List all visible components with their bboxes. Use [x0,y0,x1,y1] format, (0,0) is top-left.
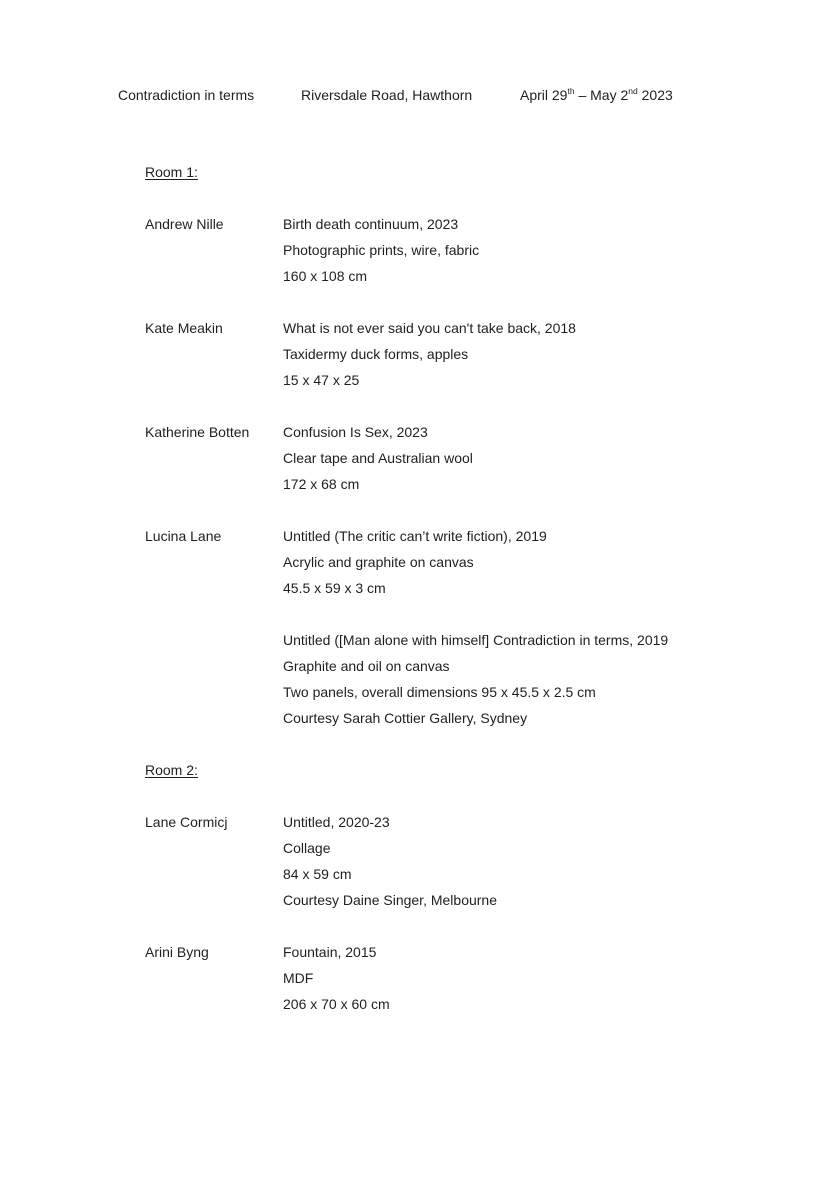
artwork-title: Untitled ([Man alone with himself] Contradiction in terms, 2019 [283,632,669,648]
artwork-title: Birth death continuum, 2023 [283,216,459,232]
artwork-entry [145,809,828,913]
document-page [0,82,828,1196]
artwork-dimensions: 160 x 108 cm [283,268,368,284]
artwork-medium: Photographic prints, wire, fabric [283,242,480,258]
artist-name: Katherine Botten [145,424,250,440]
artwork-details [283,315,828,393]
artwork-dimensions: 206 x 70 x 60 cm [283,996,390,1012]
artwork-courtesy: Courtesy Sarah Cottier Gallery, Sydney [283,710,528,726]
artwork-title: Confusion Is Sex, 2023 [283,424,428,440]
artwork-entry [145,523,828,601]
date-part-start: April 29 [520,87,568,103]
artwork-details [283,523,828,601]
artwork-details [283,419,828,497]
artwork-dimensions: Two panels, overall dimensions 95 x 45.5 x 2.5 cm [283,684,596,700]
artwork-dimensions: 45.5 x 59 x 3 cm [283,580,386,596]
date-ordinal-th: th [567,86,575,96]
artwork-entry [145,627,828,731]
date-part-end: 2023 [637,87,673,103]
artist-name: Kate Meakin [145,320,223,336]
artwork-medium: Collage [283,840,331,856]
room-1-section [0,159,828,731]
exhibition-title: Contradiction in terms [118,87,255,103]
artwork-title: Untitled (The critic can’t write fiction), 2019 [283,528,547,544]
artwork-details [283,211,828,289]
artwork-entry [145,419,828,497]
artwork-medium: Acrylic and graphite on canvas [283,554,474,570]
artwork-entry [145,211,828,289]
date-ordinal-nd: nd [628,86,638,96]
date-part-middle: – May 2 [574,87,629,103]
exhibition-dates [520,82,673,108]
venue-address: Riversdale Road, Hawthorn [301,87,473,103]
room-2-heading: Room 2: [145,762,198,778]
artwork-details [283,939,828,1017]
artwork-medium: MDF [283,970,314,986]
artist-name: Lucina Lane [145,528,222,544]
artwork-entry [145,315,828,393]
artwork-dimensions: 172 x 68 cm [283,476,360,492]
room-2-section [0,757,828,1017]
artwork-medium: Clear tape and Australian wool [283,450,473,466]
artwork-details [283,627,828,731]
artwork-dimensions: 15 x 47 x 25 [283,372,360,388]
artist-name: Arini Byng [145,944,209,960]
artwork-dimensions: 84 x 59 cm [283,866,352,882]
artist-name: Lane Cormicj [145,814,228,830]
artwork-details [283,809,828,913]
room-1-heading: Room 1: [145,164,198,180]
artwork-medium: Graphite and oil on canvas [283,658,450,674]
artwork-courtesy: Courtesy Daine Singer, Melbourne [283,892,498,908]
artist-name [145,627,283,731]
artwork-medium: Taxidermy duck forms, apples [283,346,469,362]
artwork-entry [145,939,828,1017]
document-header [118,82,828,108]
artwork-title: Untitled, 2020-23 [283,814,390,830]
artist-name: Andrew Nille [145,216,224,232]
artwork-title: Fountain, 2015 [283,944,377,960]
artwork-title: What is not ever said you can't take back, 2018 [283,320,576,336]
